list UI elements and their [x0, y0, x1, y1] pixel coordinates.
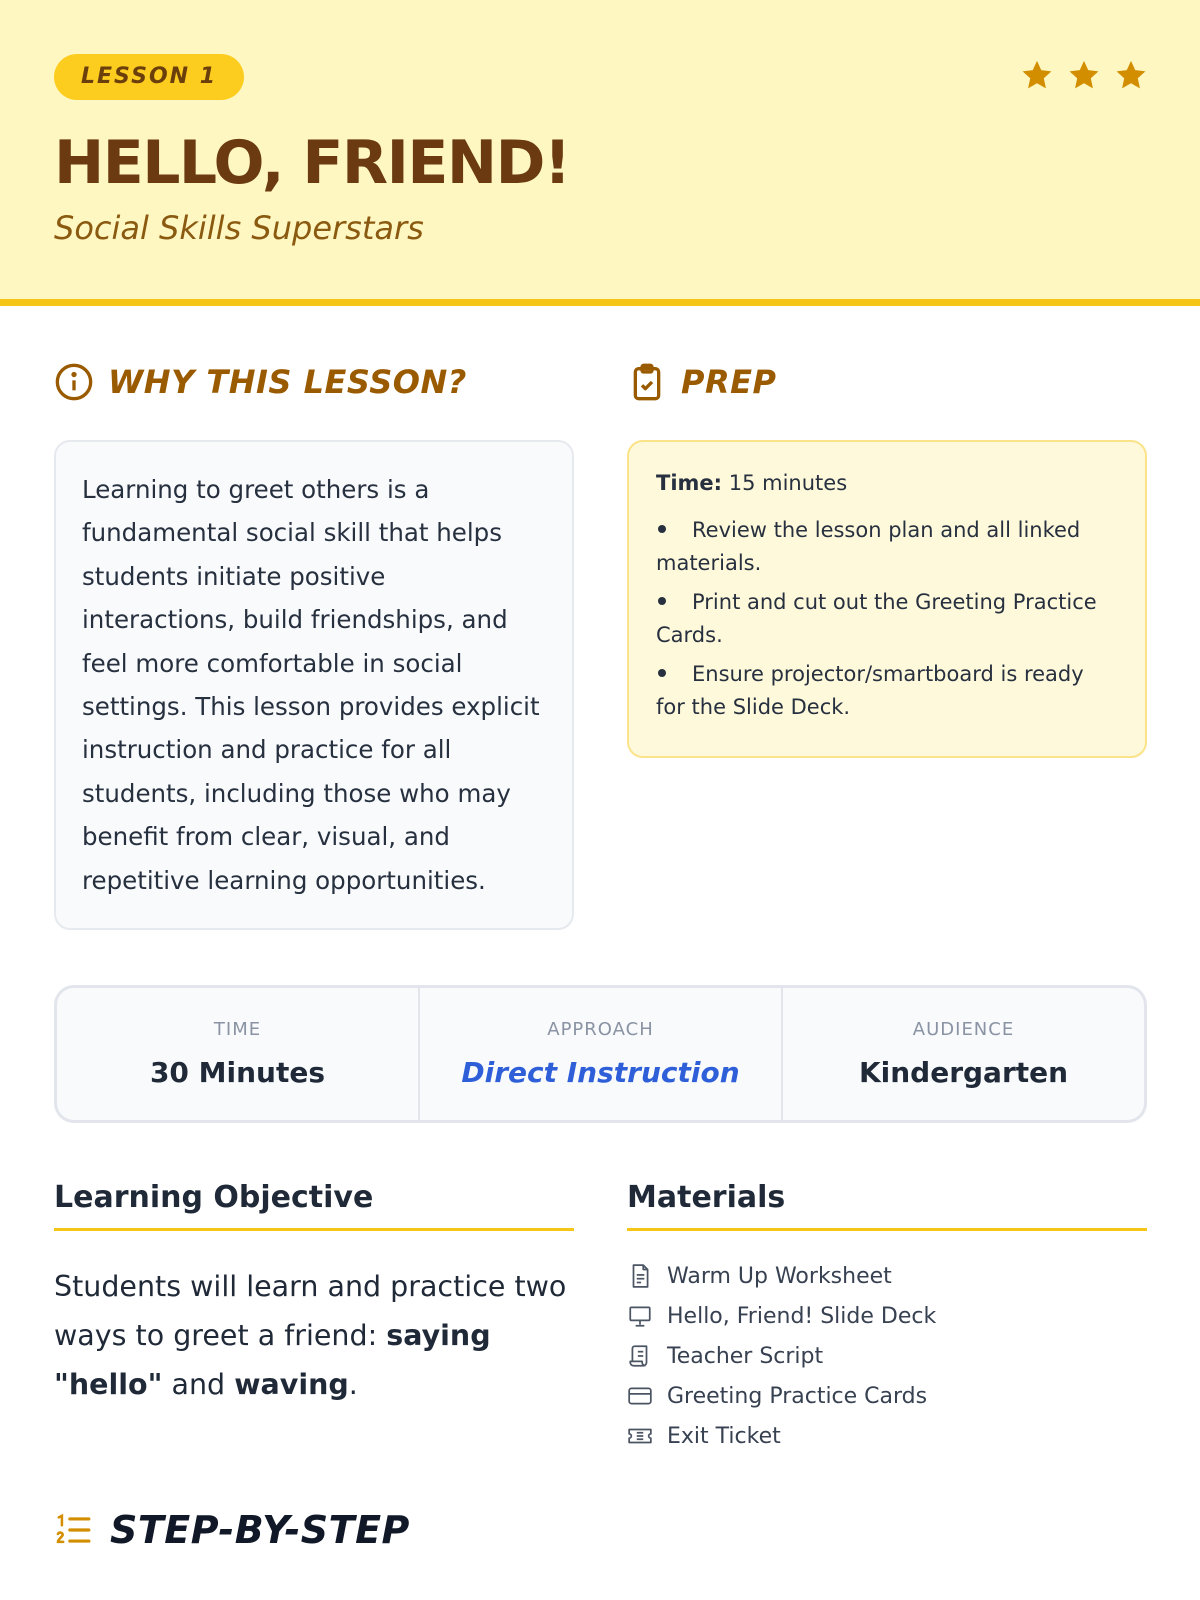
presentation-icon [627, 1303, 653, 1329]
scroll-icon [627, 1343, 653, 1369]
info-icon [54, 362, 94, 402]
why-body: Learning to greet others is a fundamental social skill that helps students initiate positive interactions, build friendships, and feel more comfortable in social settings. This lesson provides explicit instruction and practice for all students, including those who may benefit from clear, visual, and repetitive learning opportunities. [82, 475, 540, 895]
stat-audience [783, 988, 1144, 1120]
prep-heading-text: PREP [681, 363, 777, 401]
material-label: Greeting Practice Cards [667, 1383, 928, 1409]
card-icon [627, 1383, 653, 1409]
materials-list [627, 1256, 936, 1456]
list-item [656, 658, 1118, 724]
clipboard-check-icon [627, 362, 667, 402]
materials-heading: Materials [627, 1178, 1147, 1231]
objective-text [54, 1262, 584, 1409]
prep-item-text: Review the lesson plan and all linked materials. [656, 518, 1081, 575]
prep-list [656, 514, 1118, 724]
ticket-icon [627, 1423, 653, 1449]
material-label: Hello, Friend! Slide Deck [667, 1303, 937, 1329]
steps-heading-text: STEP-BY-STEP [110, 1508, 410, 1552]
material-greeting-cards[interactable] [627, 1376, 936, 1416]
prep-time-value: 15 minutes [728, 471, 848, 495]
material-warm-up-worksheet[interactable] [627, 1256, 936, 1296]
stat-value: 30 Minutes [149, 1056, 326, 1089]
objective-bold: saying "hello" [54, 1319, 491, 1401]
why-heading-text: WHY THIS LESSON? [108, 363, 467, 401]
list-item [656, 586, 1118, 652]
page-subtitle: Social Skills Superstars [54, 209, 424, 247]
stat-value-link[interactable]: Direct Instruction [461, 1056, 740, 1089]
stat-label: APPROACH [547, 1019, 654, 1040]
objective-segment: . [348, 1368, 358, 1401]
stat-label: AUDIENCE [912, 1019, 1015, 1040]
objective-bold: waving [234, 1368, 349, 1401]
star-icon [1020, 58, 1054, 92]
prep-card [627, 440, 1147, 758]
stat-value: Kindergarten [858, 1056, 1069, 1089]
why-card [54, 440, 574, 930]
material-label: Exit Ticket [667, 1423, 781, 1449]
star-icon [1114, 58, 1148, 92]
lesson-header [0, 0, 1200, 306]
objective-heading: Learning Objective [54, 1178, 574, 1231]
star-rating [1020, 58, 1148, 92]
document-icon [627, 1263, 653, 1289]
numbered-list-icon [54, 1511, 92, 1549]
stat-label: TIME [213, 1019, 262, 1040]
prep-item-text: Ensure projector/smartboard is ready for the Slide Deck. [656, 662, 1084, 719]
prep-time-label: Time: [656, 471, 723, 495]
stat-time [57, 988, 420, 1120]
stat-approach [420, 988, 783, 1120]
steps-heading [54, 1508, 410, 1552]
prep-item-text: Print and cut out the Greeting Practice Cards. [656, 590, 1097, 647]
prep-heading [627, 362, 776, 402]
material-teacher-script[interactable] [627, 1336, 936, 1376]
page-title: HELLO, FRIEND! [54, 128, 570, 198]
lesson-badge: LESSON 1 [54, 54, 244, 100]
why-heading [54, 362, 467, 402]
prep-time [656, 468, 1118, 498]
material-label: Teacher Script [667, 1343, 824, 1369]
list-item [656, 514, 1118, 580]
objective-segment: Students will learn and practice two ways to greet a friend: [54, 1270, 567, 1352]
material-label: Warm Up Worksheet [667, 1263, 892, 1289]
material-slide-deck[interactable] [627, 1296, 936, 1336]
star-icon [1067, 58, 1101, 92]
lesson-stats [54, 985, 1147, 1123]
objective-segment: and [162, 1368, 235, 1401]
material-exit-ticket[interactable] [627, 1416, 936, 1456]
